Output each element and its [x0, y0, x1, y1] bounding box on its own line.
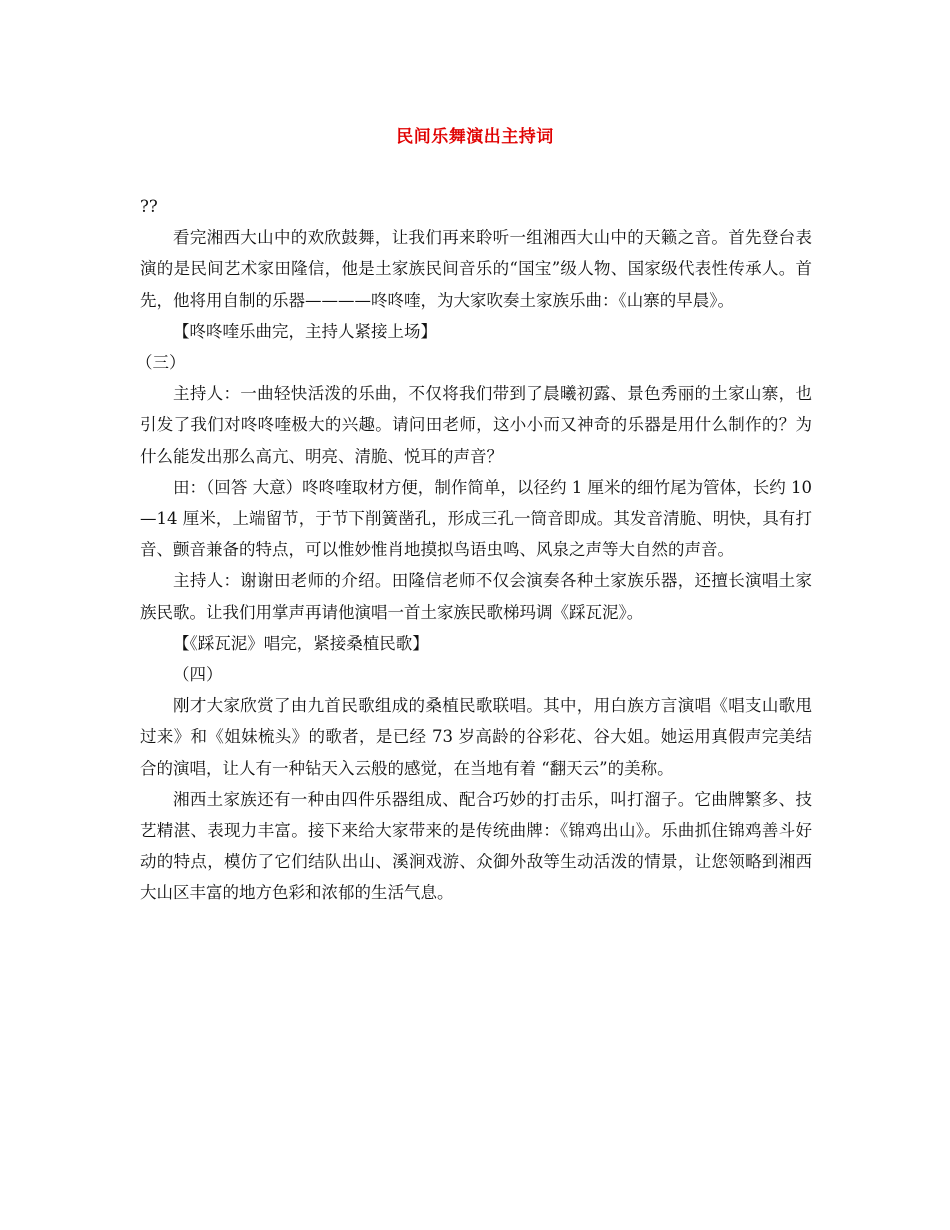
lead-marks: ??: [140, 197, 158, 216]
section-number: （三）: [136, 353, 186, 373]
stage-direction: 【咚咚喹乐曲完，主持人紧接上场】: [173, 321, 437, 341]
document-title: 民间乐舞演出主持词: [396, 127, 554, 147]
paragraph-host-thanks: 主持人：谢谢田老师的介绍。田隆信老师不仅会演奏各种土家族乐器，还擅长演唱土家族民歌。让我们用掌声再请他演唱一首土家族民歌梯玛调《踩瓦泥》。: [140, 571, 812, 622]
paragraph-percussion: 湘西土家族还有一种由四件乐器组成、配合巧妙的打击乐，叫打溜子。它曲牌繁多、技艺精湛、表现力丰富。接下来给大家带来的是传统曲牌：《锦鸡出山》。乐曲抓住锦鸡善斗好动的特点，模仿了它们结队出山、溪涧戏游、众御外敌等生动活泼的情景，让您领略到湘西大山区丰富的地方色彩和浓郁的生活气息。: [140, 789, 812, 903]
paragraph-host: 主持人：一曲轻快活泼的乐曲，不仅将我们带到了晨曦初露、景色秀丽的土家山寨，也引发了我们对咚咚喹极大的兴趣。请问田老师，这小小而又神奇的乐器是用什么制作的？为什么能发出那么高亢、明亮、清脆、悦耳的声音？: [140, 384, 812, 466]
paragraph-intro: 看完湘西大山中的欢欣鼓舞，让我们再来聆听一组湘西大山中的天籁之音。首先登台表演的是民间艺术家田隆信，他是土家族民间音乐的“国宝”级人物、国家级代表性传承人。首先，他将用自制的乐器————咚咚喹，为大家吹奏土家族乐曲：《山寨的早晨》。: [140, 228, 812, 310]
paragraph-folk-songs: 刚才大家欣赏了由九首民歌组成的桑植民歌联唱。其中，用白族方言演唱《唱支山歌甩过来》和《姐妹梳头》的歌者，是已经 73 岁高龄的谷彩花、谷大姐。她运用真假声完美结合的演唱，让人有一种钻天入云般的感觉，在当地有着 “翻天云”的美称。: [140, 696, 812, 778]
paragraph-tian-answer: 田：（回答 大意）咚咚喹取材方便，制作简单，以径约 1 厘米的细竹尾为管体，长约 10—14 厘米，上端留节，于节下削簧凿孔，形成三孔一筒音即成。其发音清脆、明快，具有打音、颤音兼备的特点，可以惟妙惟肖地摸拟鸟语虫鸣、风泉之声等大自然的声音。: [140, 477, 812, 560]
document-body: [136, 191, 812, 909]
section-number: （四）: [173, 665, 223, 685]
stage-direction: 【《踩瓦泥》唱完，紧接桑植民歌】: [173, 633, 429, 653]
